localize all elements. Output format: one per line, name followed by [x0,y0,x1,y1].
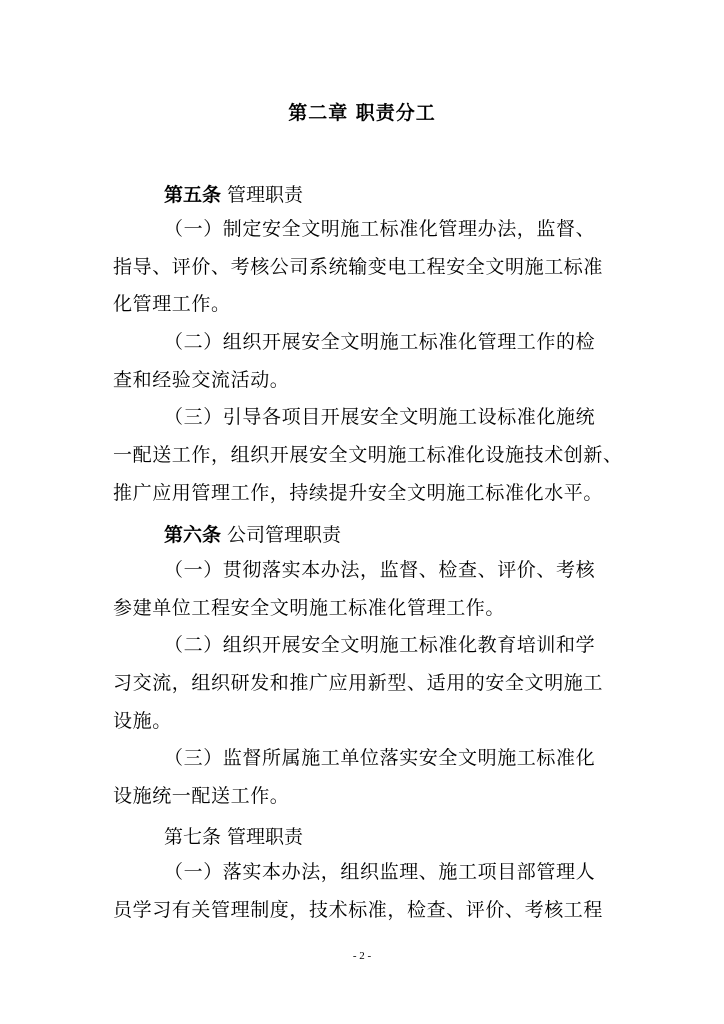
paragraph-line: （三）监督所属施工单位落实安全文明施工标准化 [164,747,596,769]
paragraph-line: （一）落实本办法，组织监理、施工项目部管理人 [164,861,596,883]
paragraph-line: 设施统一配送工作。 [113,785,290,807]
article-6-heading [164,520,341,547]
page-number: - 2 - [352,950,372,962]
article-7-title: 管理职责 [227,826,304,848]
paragraph-line: 员学习有关管理制度，技术标准，检查、评价、考核工程 [113,899,604,921]
article-5-heading [164,180,303,207]
article-6-title: 公司管理职责 [227,524,342,546]
paragraph-line: 习交流，组织研发和推广应用新型、适用的安全文明施工 [113,672,604,694]
paragraph-line: （一）贯彻落实本办法，监督、检查、评价、考核 [164,559,596,581]
paragraph-line: （一）制定安全文明施工标准化管理办法，监督、 [164,218,596,240]
article-7-number: 第七条 [164,826,222,848]
article-6-number: 第六条 [164,524,222,546]
paragraph-line: （二）组织开展安全文明施工标准化管理工作的检 [164,331,596,353]
paragraph-line: 指导、评价、考核公司系统输变电工程安全文明施工标准 [113,256,604,278]
paragraph-line: 化管理工作。 [113,293,231,315]
paragraph-line: 参建单位工程安全文明施工标准化管理工作。 [113,597,506,619]
paragraph-line: 查和经验交流活动。 [113,369,290,391]
article-5-number: 第五条 [164,184,222,206]
article-7-heading [164,822,303,849]
paragraph-line: 设施。 [113,710,172,732]
article-5-title: 管理职责 [227,184,304,206]
paragraph-line: 推广应用管理工作，持续提升安全文明施工标准化水平。 [113,482,604,504]
paragraph-line: 一配送工作，组织开展安全文明施工标准化设施技术创新、 [113,444,623,466]
paragraph-line: （三）引导各项目开展安全文明施工设标准化施统 [164,406,596,428]
paragraph-line: （二）组织开展安全文明施工标准化教育培训和学 [164,634,596,656]
chapter-title: 第二章 职责分工 [288,102,436,124]
